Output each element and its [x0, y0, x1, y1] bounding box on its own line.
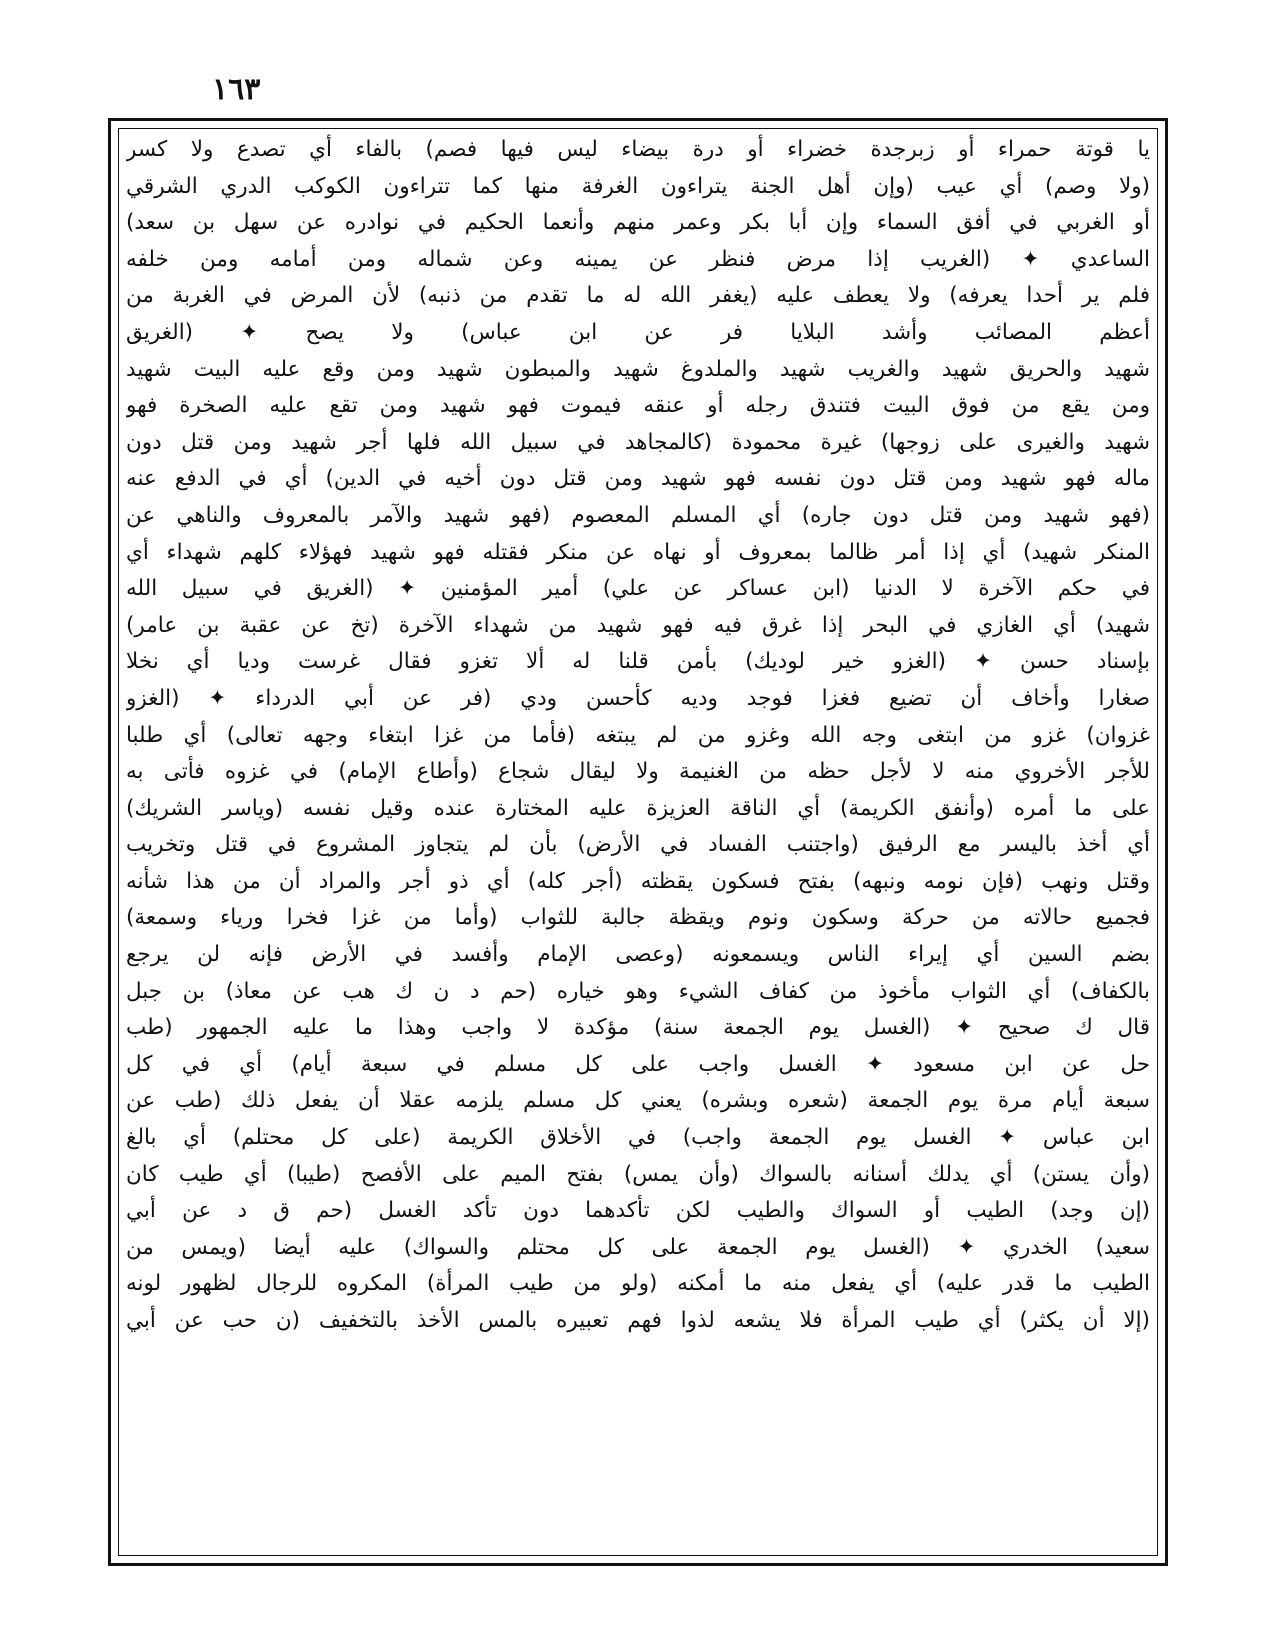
- text-line: أعظم المصائب وأشد البلايا فر عن ابن عباس) ولا يصح ✦ (الغريق: [126, 319, 1150, 345]
- text-line: (وأن يستن) أي يدلك أسنانه بالسواك (وأن يمس) بفتح الميم على الأفصح (طيبا) أي طيب كان: [126, 1161, 1150, 1187]
- text-line: سعيد) الخدري ✦ (الغسل يوم الجمعة على كل محتلم والسواك) عليه أيضا (ويمس من: [126, 1234, 1150, 1260]
- text-line: ومن يقع من فوق البيت فتندق رجله أو عنقه فيموت فهو شهيد ومن تقع عليه الصخرة فهو: [126, 393, 1150, 419]
- text-line: غزوان) غزو من ابتغى وجه الله وغزو من لم يبتغه (فأما من غزا ابتغاء وجهه تعالى) أي طلبا: [126, 722, 1150, 748]
- text-line: شهيد والحريق شهيد والغريب شهيد والملدوغ شهيد والمبطون شهيد ومن وقع عليه البيت شهيد: [126, 356, 1150, 382]
- text-line: (إلا أن يكثر) أي طيب المرأة فلا يشعه لذوا فهم تعبيره بالمس الأخذ بالتخفيف (ن حب عن أبي: [126, 1308, 1150, 1333]
- text-line: حل عن ابن مسعود ✦ الغسل واجب على كل مسلم في سبعة أيام) أي في كل: [126, 1051, 1150, 1077]
- text-line: شهيد) أي الغازي في البحر إذا غرق فيه فهو شهيد من شهداء الآخرة (تخ عن عقبة بن عامر): [126, 612, 1150, 638]
- body-text: [126, 132, 1150, 1550]
- text-line: المنكر شهيد) أي إذا أمر ظالما بمعروف أو نهاه عن منكر فقتله فهو شهيد فهؤلاء كلهم شهداء أي: [126, 539, 1150, 565]
- text-line: يا قوتة حمراء أو زبرجدة خضراء أو درة بيضاء ليس فيها فصم) بالفاء أي تصدع ولا كسر: [126, 137, 1150, 162]
- text-line: فجميع حالاته من حركة وسكون ونوم ويقظة جالبة للثواب (وأما من غزا فخرا ورياء وسمعة): [126, 905, 1150, 931]
- text-line: بالكفاف) أي الثواب مأخوذ من كفاف الشيء وهو خياره (حم د ن ك هب عن معاذ) بن جبل: [126, 978, 1150, 1004]
- text-line: أي أخذ باليسر مع الرفيق (واجتنب الفساد في الأرض) بأن لم يتجاوز المشروع في قتل وتخريب: [126, 832, 1150, 858]
- text-line: فلم ير أحدا يعرفه) ولا يعطف عليه (يغفر الله له ما تقدم من ذنبه) لأن المرض في الغربة من: [126, 283, 1150, 309]
- text-line: (إن وجد) الطيب أو السواك والطيب لكن تأكدهما دون تأكد الغسل (حم ق د عن أبي: [126, 1198, 1150, 1224]
- text-line: (ولا وصم) أي عيب (وإن أهل الجنة يتراءون الغرفة منها كما تتراءون الكوكب الدري الشرقي: [126, 173, 1150, 199]
- text-line: (فهو شهيد ومن قتل دون جاره) أي المسلم المعصوم (فهو شهيد والآمر بالمعروف والناهي عن: [126, 502, 1150, 528]
- text-line: صغارا وأخاف أن تضيع فغزا فوجد وديه كأحسن ودي (فر عن أبي الدرداء ✦ (الغزو: [126, 685, 1150, 711]
- text-line: الساعدي ✦ (الغريب إذا مرض فنظر عن يمينه وعن شماله ومن أمامه ومن خلفه: [126, 246, 1150, 272]
- text-line: أو الغربي في أفق السماء وإن أبا بكر وعمر منهم وأنعما الحكيم في نوادره عن سهل بن سعد): [126, 210, 1150, 236]
- text-line: في حكم الآخرة لا الدنيا (ابن عساكر عن علي) أمير المؤمنين ✦ (الغريق في سبيل الله: [126, 576, 1150, 602]
- text-line: ماله فهو شهيد ومن قتل دون نفسه فهو شهيد ومن قتل دون أخيه في الدين) أي في الدفع عنه: [126, 466, 1150, 492]
- text-line: الطيب ما قدر عليه) أي يفعل منه ما أمكنه (ولو من طيب المرأة) المكروه للرجال لظهور لونه: [126, 1271, 1150, 1297]
- text-line: سبعة أيام مرة يوم الجمعة (شعره وبشره) يعني كل مسلم يلزمه عقلا أن يفعل ذلك (طب عن: [126, 1088, 1150, 1114]
- page-number: ١٦٣: [212, 72, 261, 107]
- text-line: بإسناد حسن ✦ (الغزو خير لوديك) بأمن قلنا له ألا تغزو فقال غرست وديا أي نخلا: [126, 649, 1150, 675]
- text-line: ابن عباس ✦ الغسل يوم الجمعة واجب) في الأخلاق الكريمة (على كل محتلم) أي بالغ: [126, 1125, 1150, 1151]
- text-line: شهيد والغيرى على زوجها) غيرة محمودة (كالمجاهد في سبيل الله فلها أجر شهيد ومن قتل دون: [126, 429, 1150, 455]
- text-line: على ما أمره (وأنفق الكريمة) أي الناقة العزيزة عليه المختارة عنده وقيل نفسه (وياسر الشريك): [126, 795, 1150, 821]
- text-line: بضم السين أي إيراء الناس ويسمعونه (وعصى الإمام وأفسد في الأرض فإنه لن يرجع: [126, 942, 1150, 968]
- text-line: للأجر الأخروي منه لا لأجل حظه من الغنيمة ولا ليقال شجاع (وأطاع الإمام) في غزوه فأتى به: [126, 759, 1150, 785]
- text-line: قال ك صحيح ✦ (الغسل يوم الجمعة سنة) مؤكدة لا واجب وهذا ما عليه الجمهور (طب: [126, 1015, 1150, 1041]
- text-line: وقتل ونهب (فإن نومه ونبهه) بفتح فسكون يقظته (أجر كله) أي ذو أجر والمراد أن من هذا شأنه: [126, 868, 1150, 894]
